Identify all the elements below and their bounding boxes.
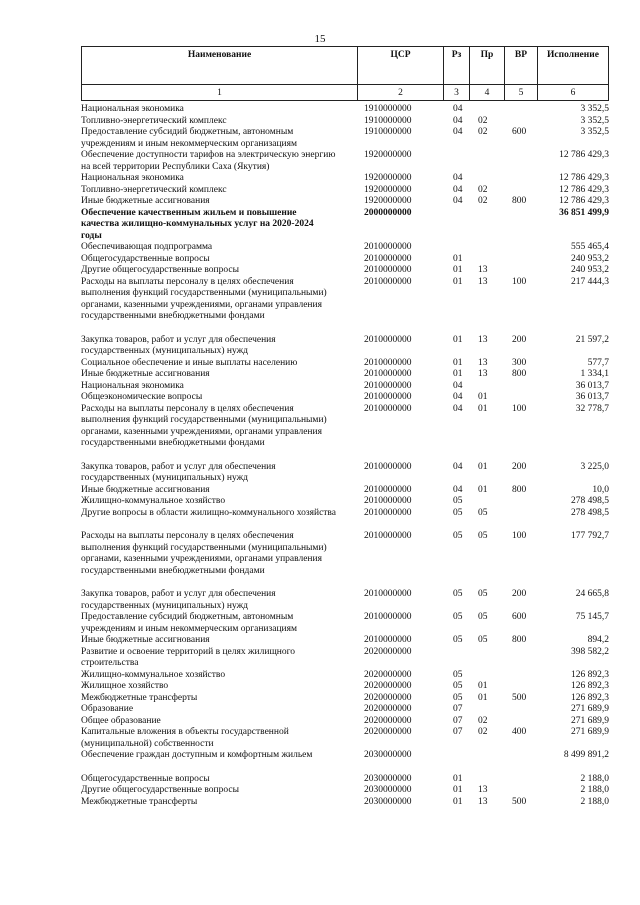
row-name-line: выполнения функций государственными (муниципальными): [81, 542, 327, 553]
row-vr: 800: [512, 484, 527, 495]
row-rz: 07: [453, 704, 463, 714]
row-csr: 2010000000: [364, 357, 412, 368]
row-name: [81, 104, 356, 116]
row-name-line: Общегосударственные вопросы: [81, 253, 210, 264]
table-row: [81, 785, 609, 797]
row-exec: 577,7: [587, 357, 609, 368]
row-vr: 200: [512, 334, 527, 345]
table-row: [81, 774, 609, 786]
row-rz: 05: [453, 635, 463, 645]
table-row: [81, 369, 609, 381]
row-name-line: Закупка товаров, работ и услуг для обеспечения: [81, 589, 276, 599]
row-exec: 126 892,3: [571, 681, 609, 691]
row-exec: 240 953,2: [571, 265, 609, 275]
row-rz: 04: [453, 461, 463, 472]
row-rz: 05: [453, 669, 463, 680]
row-rz: 01: [453, 773, 463, 784]
row-rz: 05: [453, 692, 463, 703]
row-name: [81, 589, 356, 612]
row-name-line: Национальная экономика: [81, 104, 184, 114]
row-name: [81, 670, 356, 682]
row-name-line: на всей территории Республики Саха (Якутия): [81, 161, 270, 172]
row-pr: 01: [478, 681, 488, 691]
row-exec: 12 786 429,3: [559, 196, 609, 206]
table-row: [81, 242, 609, 254]
row-pr: 05: [478, 531, 488, 541]
header-num-6: 6: [538, 85, 609, 101]
row-exec: 126 892,3: [571, 692, 609, 703]
row-csr: 2010000000: [364, 369, 412, 379]
row-exec: 36 851 499,9: [559, 207, 609, 218]
row-name-line: Топливно-энергетический комплекс: [81, 115, 227, 126]
row-name: [81, 612, 356, 635]
row-name-line: государственными внебюджетными фондами: [81, 311, 265, 321]
row-pr: 01: [478, 403, 488, 414]
row-pr: 02: [478, 715, 488, 726]
row-pr: 13: [478, 357, 488, 368]
row-vr: 100: [512, 276, 527, 287]
table-row: [81, 508, 609, 520]
row-name-line: Образование: [81, 704, 134, 714]
header-num-5: 5: [505, 85, 538, 101]
row-name: [81, 704, 356, 716]
row-name: [81, 635, 356, 647]
table-row: [81, 358, 609, 370]
row-csr: 2020000000: [364, 669, 412, 680]
table-row: [81, 185, 609, 197]
row-name-line: Общегосударственные вопросы: [81, 773, 210, 784]
table-row: [81, 254, 609, 266]
row-name: [81, 693, 356, 705]
row-rz: 01: [453, 369, 463, 379]
row-name-line: учреждениям и иным некоммерческим организациям: [81, 138, 298, 149]
table-row: [81, 750, 609, 762]
row-pr: 05: [478, 635, 488, 645]
row-rz: 01: [453, 785, 463, 795]
row-name: [81, 369, 356, 381]
row-name-line: выполнения функций государственными (муниципальными): [81, 415, 327, 425]
table-row: [81, 531, 609, 577]
row-exec: 32 778,7: [575, 403, 609, 414]
row-vr: 600: [512, 612, 527, 622]
table-row: [81, 462, 609, 485]
row-rz: 05: [453, 496, 463, 506]
row-name-line: Общее образование: [81, 715, 161, 726]
row-vr: 800: [512, 369, 527, 379]
row-csr: 2030000000: [364, 750, 412, 760]
table-row: [81, 208, 609, 243]
row-name-line: Иные бюджетные ассигнования: [81, 196, 210, 206]
row-exec: 217 444,3: [571, 276, 609, 287]
table-row: [81, 635, 609, 647]
row-rz: 01: [453, 796, 463, 807]
row-rz: 04: [453, 115, 463, 126]
row-name: [81, 358, 356, 370]
row-pr: 01: [478, 392, 488, 402]
row-exec: 24 665,8: [575, 589, 609, 599]
table-row: [81, 392, 609, 404]
table-row: [81, 116, 609, 128]
row-name-line: Общеэкономические вопросы: [81, 392, 203, 402]
table-row: [81, 612, 609, 635]
table-row: [81, 127, 609, 150]
row-exec: 894,2: [587, 635, 609, 645]
row-name-line: Межбюджетные трансферты: [81, 796, 198, 807]
row-name: [81, 797, 356, 809]
row-csr: 1920000000: [364, 150, 412, 160]
row-csr: 2010000000: [364, 612, 412, 622]
table-row: [81, 265, 609, 277]
row-name: [81, 242, 356, 254]
row-exec: 240 953,2: [571, 253, 609, 264]
row-exec: 2 188,0: [580, 785, 609, 795]
row-rz: 04: [453, 104, 463, 114]
row-pr: 13: [478, 785, 488, 795]
row-csr: 2010000000: [364, 265, 412, 275]
row-rz: 05: [453, 531, 463, 541]
row-name: [81, 381, 356, 393]
row-pr: 02: [478, 184, 488, 195]
row-rz: 05: [453, 681, 463, 691]
row-exec: 126 892,3: [571, 669, 609, 680]
row-name-line: Предоставление субсидий бюджетным, автономным: [81, 127, 294, 137]
row-pr: 13: [478, 334, 488, 345]
row-csr: 2000000000: [364, 207, 412, 218]
row-name-line: государственными внебюджетными фондами: [81, 438, 265, 448]
table-body: [81, 104, 609, 808]
row-csr: 2020000000: [364, 727, 412, 737]
row-name: [81, 196, 356, 208]
row-name-line: Национальная экономика: [81, 380, 184, 391]
row-csr: 1920000000: [364, 173, 412, 183]
row-csr: 2010000000: [364, 507, 412, 518]
row-name: [81, 404, 356, 450]
row-vr: 800: [512, 635, 527, 645]
row-name-line: Иные бюджетные ассигнования: [81, 484, 210, 495]
row-name: [81, 462, 356, 485]
row-rz: 04: [453, 392, 463, 402]
row-exec: 10,0: [592, 484, 609, 495]
row-csr: 2030000000: [364, 785, 412, 795]
table-row: [81, 104, 609, 116]
header-num-3: 3: [444, 85, 470, 101]
header-num-2: 2: [358, 85, 444, 101]
table-row: [81, 681, 609, 693]
row-name-line: Обеспечение доступности тарифов на электрическую энергию: [81, 150, 336, 160]
row-name: [81, 750, 356, 762]
table-row: [81, 716, 609, 728]
row-exec: 177 792,7: [571, 531, 609, 541]
row-rz: 04: [453, 127, 463, 137]
table-row: [81, 381, 609, 393]
row-rz: 04: [453, 380, 463, 391]
row-name: [81, 681, 356, 693]
row-name-line: Расходы на выплаты персоналу в целях обеспечения: [81, 276, 294, 287]
row-csr: 2020000000: [364, 704, 412, 714]
header-rz: Рз: [444, 47, 470, 85]
row-csr: 2010000000: [364, 496, 412, 506]
row-exec: 75 145,7: [575, 612, 609, 622]
page-number: 15: [314, 33, 326, 45]
table-row: [81, 150, 609, 173]
row-pr: 02: [478, 196, 488, 206]
row-csr: 2020000000: [364, 692, 412, 703]
row-rz: 01: [453, 265, 463, 275]
header-name: Наименование: [82, 47, 358, 85]
row-name: [81, 496, 356, 508]
row-rz: 05: [453, 612, 463, 622]
row-csr: 2010000000: [364, 531, 412, 541]
row-name-line: Закупка товаров, работ и услуг для обеспечения: [81, 461, 276, 472]
table-row: [81, 335, 609, 358]
row-exec: 3 352,5: [580, 104, 609, 114]
row-csr: 2010000000: [364, 461, 412, 472]
row-exec: 3 225,0: [580, 461, 609, 472]
row-csr: 1910000000: [364, 104, 412, 114]
row-exec: 278 498,5: [571, 507, 609, 518]
row-csr: 1920000000: [364, 184, 412, 195]
row-exec: 8 499 891,2: [563, 750, 609, 760]
row-name-line: качества жилищно-коммунальных услуг на 2020-2024: [81, 219, 314, 229]
row-csr: 2010000000: [364, 380, 412, 391]
row-name-line: годы: [81, 230, 102, 241]
row-pr: 01: [478, 484, 488, 495]
row-pr: 13: [478, 276, 488, 287]
row-vr: 100: [512, 531, 527, 541]
table-row: [81, 797, 609, 809]
row-csr: 2030000000: [364, 773, 412, 784]
row-exec: 21 597,2: [575, 334, 609, 345]
row-rz: 04: [453, 173, 463, 183]
row-name: [81, 508, 356, 520]
row-vr: 300: [512, 357, 527, 368]
header-num-1: 1: [82, 85, 358, 101]
row-rz: 01: [453, 276, 463, 287]
row-exec: 398 582,2: [571, 646, 609, 657]
row-name-line: органами, казенными учреждениями, органами управления: [81, 554, 322, 564]
row-name-line: Иные бюджетные ассигнования: [81, 635, 210, 645]
row-exec: 12 786 429,3: [559, 150, 609, 160]
row-name-line: Обеспечение граждан доступным и комфортным жильем: [81, 750, 313, 760]
row-csr: 1920000000: [364, 196, 412, 206]
row-pr: 01: [478, 692, 488, 703]
row-csr: 2010000000: [364, 392, 412, 402]
table-row: [81, 404, 609, 450]
row-exec: 2 188,0: [580, 773, 609, 784]
table-row: [81, 196, 609, 208]
row-name-line: Другие общегосударственные вопросы: [81, 265, 239, 275]
row-name-line: учреждениям и иным некоммерческим организациям: [81, 623, 298, 634]
row-csr: 2020000000: [364, 681, 412, 691]
row-rz: 04: [453, 196, 463, 206]
header-csr: ЦСР: [358, 47, 444, 85]
row-csr: 2010000000: [364, 484, 412, 495]
row-pr: 05: [478, 612, 488, 622]
row-name-line: Топливно-энергетический комплекс: [81, 184, 227, 195]
row-csr: 2010000000: [364, 253, 412, 264]
row-name: [81, 116, 356, 128]
row-exec: 278 498,5: [571, 496, 609, 506]
row-name-line: Расходы на выплаты персоналу в целях обеспечения: [81, 531, 294, 541]
table-row: [81, 704, 609, 716]
row-pr: 13: [478, 796, 488, 807]
row-rz: 05: [453, 507, 463, 518]
row-name-line: Обеспечение качественным жильем и повышение: [81, 207, 297, 218]
row-name: [81, 392, 356, 404]
row-name: [81, 727, 356, 750]
table-row: [81, 693, 609, 705]
row-name-line: государственных (муниципальных) нужд: [81, 346, 248, 356]
row-name: [81, 774, 356, 786]
row-rz: 01: [453, 357, 463, 368]
row-pr: 05: [478, 589, 488, 599]
table-header: [81, 46, 609, 101]
row-name-line: Межбюджетные трансферты: [81, 692, 198, 703]
header-exec: Исполнение: [538, 47, 609, 85]
row-csr: 1910000000: [364, 115, 412, 126]
row-exec: 36 013,7: [575, 392, 609, 402]
row-csr: 2010000000: [364, 276, 412, 287]
row-name: [81, 185, 356, 197]
row-vr: 200: [512, 589, 527, 599]
table-row: [81, 485, 609, 497]
row-exec: 3 352,5: [580, 127, 609, 137]
row-name: [81, 647, 356, 670]
row-name: [81, 531, 356, 577]
row-exec: 271 689,9: [571, 704, 609, 714]
row-vr: 100: [512, 403, 527, 414]
row-exec: 2 188,0: [580, 796, 609, 807]
row-name-line: государственных (муниципальных) нужд: [81, 600, 248, 611]
row-vr: 500: [512, 692, 527, 703]
table-row: [81, 277, 609, 323]
row-name: [81, 208, 356, 243]
row-name: [81, 254, 356, 266]
row-name-line: Другие вопросы в области жилищно-коммунального хозяйства: [81, 507, 337, 518]
row-vr: 400: [512, 727, 527, 737]
row-rz: 01: [453, 253, 463, 264]
row-name: [81, 335, 356, 358]
row-name-line: государственных (муниципальных) нужд: [81, 473, 248, 483]
row-name-line: Предоставление субсидий бюджетным, автономным: [81, 612, 294, 622]
row-rz: 04: [453, 484, 463, 495]
row-pr: 02: [478, 115, 488, 126]
table-row: [81, 173, 609, 185]
table-row: [81, 589, 609, 612]
row-exec: 1 334,1: [580, 369, 609, 379]
row-name-line: Обеспечивающая подпрограмма: [81, 242, 213, 252]
table-row: [81, 496, 609, 508]
table-row: [81, 670, 609, 682]
row-name: [81, 173, 356, 185]
row-name-line: Социальное обеспечение и иные выплаты населению: [81, 357, 298, 368]
row-rz: 07: [453, 727, 463, 737]
row-exec: 3 352,5: [580, 115, 609, 126]
row-csr: 2020000000: [364, 715, 412, 726]
row-pr: 13: [478, 265, 488, 275]
row-name-line: Национальная экономика: [81, 173, 184, 183]
row-csr: 2030000000: [364, 796, 412, 807]
row-name-line: Капитальные вложения в объекты государственной: [81, 727, 289, 737]
row-name-line: Жилищное хозяйство: [81, 681, 169, 691]
row-rz: 05: [453, 589, 463, 599]
row-vr: 500: [512, 796, 527, 807]
row-name: [81, 716, 356, 728]
row-name-line: Другие общегосударственные вопросы: [81, 785, 239, 795]
row-csr: 2010000000: [364, 403, 412, 414]
row-name: [81, 265, 356, 277]
row-name-line: Закупка товаров, работ и услуг для обеспечения: [81, 334, 276, 345]
row-name-line: государственными внебюджетными фондами: [81, 565, 265, 576]
row-csr: 2020000000: [364, 646, 412, 657]
row-pr: 02: [478, 727, 488, 737]
row-pr: 02: [478, 127, 488, 137]
row-name: [81, 485, 356, 497]
row-rz: 01: [453, 334, 463, 345]
row-name-line: Иные бюджетные ассигнования: [81, 369, 210, 379]
row-name-line: (муниципальной) собственности: [81, 738, 214, 749]
row-exec: 271 689,9: [571, 715, 609, 726]
row-name: [81, 277, 356, 323]
row-name-line: органами, казенными учреждениями, органами управления: [81, 299, 322, 310]
row-exec: 12 786 429,3: [559, 173, 609, 183]
row-csr: 2010000000: [364, 334, 412, 345]
row-name-line: строительства: [81, 658, 139, 668]
row-exec: 555 465,4: [571, 242, 609, 252]
header-vr: ВР: [505, 47, 538, 85]
table-row: [81, 647, 609, 670]
row-csr: 1910000000: [364, 127, 412, 137]
row-rz: 07: [453, 715, 463, 726]
row-rz: 04: [453, 403, 463, 414]
row-csr: 2010000000: [364, 635, 412, 645]
row-name-line: Расходы на выплаты персоналу в целях обеспечения: [81, 403, 294, 414]
row-name-line: Жилищно-коммунальное хозяйство: [81, 669, 226, 680]
header-num-4: 4: [470, 85, 505, 101]
row-vr: 600: [512, 127, 527, 137]
row-name-line: выполнения функций государственными (муниципальными): [81, 288, 327, 298]
row-exec: 12 786 429,3: [559, 184, 609, 195]
row-csr: 2010000000: [364, 242, 412, 252]
row-name: [81, 785, 356, 797]
header-pr: Пр: [470, 47, 505, 85]
row-name-line: Жилищно-коммунальное хозяйство: [81, 496, 226, 506]
row-pr: 13: [478, 369, 488, 379]
row-name: [81, 127, 356, 150]
row-exec: 271 689,9: [571, 727, 609, 737]
row-exec: 36 013,7: [575, 380, 609, 391]
row-rz: 04: [453, 184, 463, 195]
table-row: [81, 727, 609, 750]
row-name-line: Развитие и освоение территорий в целях жилищного: [81, 646, 296, 657]
row-vr: 200: [512, 461, 527, 472]
row-pr: 01: [478, 461, 488, 472]
row-name: [81, 150, 356, 173]
row-pr: 05: [478, 507, 488, 518]
row-vr: 800: [512, 196, 527, 206]
row-csr: 2010000000: [364, 589, 412, 599]
row-name-line: органами, казенными учреждениями, органами управления: [81, 426, 322, 437]
